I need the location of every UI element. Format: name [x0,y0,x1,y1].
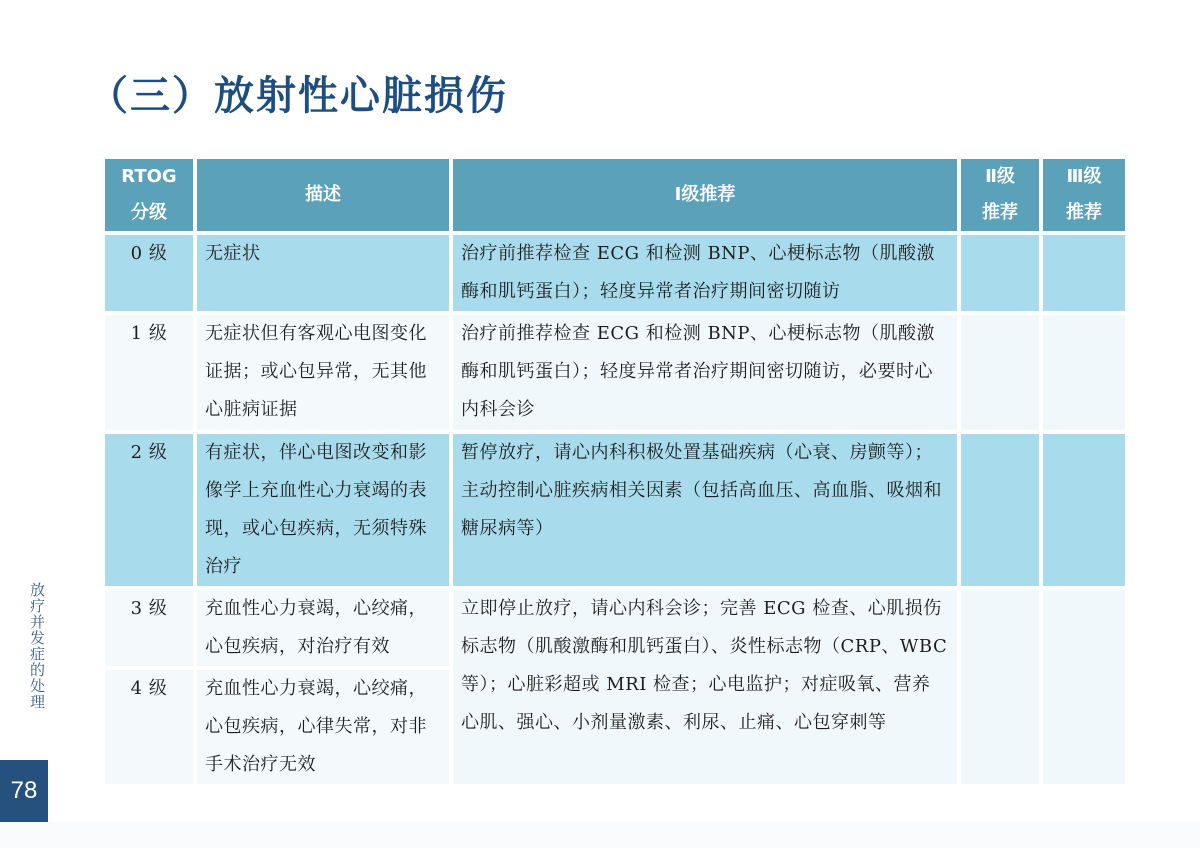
table-row [105,434,1125,586]
grade-cell: 2 级 [105,434,193,586]
table-row [105,590,1125,666]
page-footer-band [0,822,1200,848]
level1-cell: 治疗前推荐检查 ECG 和检测 BNP、心梗标志物（肌酸激酶和肌钙蛋白）；轻度异常者治疗期间密切随访，必要时心内科会诊 [453,315,957,430]
grade-cell: 3 级 [105,590,193,666]
page-number: 78 [0,760,48,822]
level2-cell [961,590,1039,784]
level2-cell [961,235,1039,311]
header-level2-line2: 推荐 [982,202,1018,223]
grade-cell: 1 级 [105,315,193,430]
header-grade-line2: 分级 [131,202,167,223]
level2-cell [961,315,1039,430]
description-cell: 充血性心力衰竭，心绞痛，心包疾病，心律失常，对非手术治疗无效 [197,670,449,784]
level1-cell: 立即停止放疗，请心内科会诊；完善 ECG 检查、心肌损伤标志物（肌酸激酶和肌钙蛋白）、炎性标志物（CRP、WBC 等）；心脏彩超或 MRI 检查；心电监护；对症吸氧、营养心肌、强心、小剂量激素、利尿、止痛、心包穿刺等 [453,590,957,784]
level1-cell: 治疗前推荐检查 ECG 和检测 BNP、心梗标志物（肌酸激酶和肌钙蛋白）；轻度异常者治疗期间密切随访 [453,235,957,311]
header-level3 [1043,159,1125,231]
table-row [105,235,1125,311]
description-cell: 有症状，伴心电图改变和影像学上充血性心力衰竭的表现，或心包疾病，无须特殊治疗 [197,434,449,586]
rtog-table [101,155,1129,788]
level2-cell [961,434,1039,586]
level3-cell [1043,235,1125,311]
header-level2 [961,159,1039,231]
description-cell: 充血性心力衰竭，心绞痛，心包疾病，对治疗有效 [197,590,449,666]
chapter-sidebar-label: 放疗并发症的处理 [28,582,46,710]
grade-cell: 0 级 [105,235,193,311]
description-cell: 无症状 [197,235,449,311]
page-title: （三）放射性心脏损伤 [88,73,508,119]
header-description: 描述 [197,159,449,231]
level3-cell [1043,434,1125,586]
header-grade [105,159,193,231]
table-row [105,315,1125,430]
header-level2-line1: Ⅱ级 [985,166,1015,187]
header-level3-line1: Ⅲ级 [1066,166,1102,187]
header-grade-line1: RTOG [121,166,177,187]
table-header-row [105,159,1125,231]
level1-cell: 暂停放疗，请心内科积极处置基础疾病（心衰、房颤等）；主动控制心脏疾病相关因素（包括高血压、高血脂、吸烟和糖尿病等） [453,434,957,586]
level3-cell [1043,315,1125,430]
level3-cell [1043,590,1125,784]
grade-cell: 4 级 [105,670,193,784]
header-level1: Ⅰ级推荐 [453,159,957,231]
description-cell: 无症状但有客观心电图变化证据；或心包异常，无其他心脏病证据 [197,315,449,430]
header-level3-line2: 推荐 [1066,202,1102,223]
